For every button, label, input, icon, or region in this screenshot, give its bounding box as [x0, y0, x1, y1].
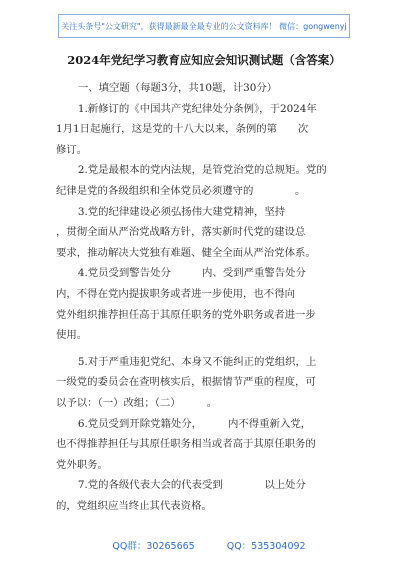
contact-footer — [0, 538, 408, 552]
paragraph-line: 1月1日起施行，这是党的十八大以来，条例的第 次 — [56, 123, 309, 136]
document-body — [56, 78, 354, 516]
paragraph-line: 3.党的纪律建设必须弘扬伟大建党精神，坚持 — [77, 205, 286, 218]
paragraph-line: 修订。 — [56, 143, 88, 156]
paragraph-line: 5.对于严重违犯党纪、本身又不能纠正的党组织，上 — [77, 355, 317, 368]
paragraph-line: 6.党员受到开除党籍处分， 内不得重新入党， — [77, 417, 312, 430]
document-title: 2024年党纪学习教育应知应会知识测试题（含答案） — [67, 53, 341, 67]
promo-banner — [58, 14, 350, 38]
section-heading: 一、填空题（每题3分，共10题，计30分） — [77, 82, 278, 94]
paragraph-line: 2.党是最根本的党内法规，是管党治党的总规矩。党的 — [77, 164, 327, 177]
paragraph-line: 使用。 — [56, 329, 88, 342]
paragraph-line: 的，党组织应当终止其代表资格。 — [56, 499, 212, 512]
paragraph-line: 也不得推荐担任与其原任职务相当或者高于其原任职务的 — [56, 438, 316, 451]
paragraph-line: 党外组织推荐担任高于其原任职务的党外职务或者进一步 — [56, 308, 316, 321]
qq-contact-number: QQ：535304092 — [226, 541, 306, 552]
paragraph-line: 7.党的各级代表大会的代表受到 以上处分 — [77, 479, 306, 492]
paragraph-line: 以予以：（一）改组；（二） 。 — [56, 396, 218, 409]
paragraph-line: 1.新修订的《中国共产党纪律处分条例》，于2024年 — [77, 102, 317, 115]
paragraph-line: 内，不得在党内提拔职务或者进一步使用，也不得向 — [56, 287, 295, 300]
paragraph-line: 要求，推动解决大党独有难题、健全全面从严治党体系。 — [56, 246, 316, 259]
paragraph-line: ，贯彻全面从严治党战略方针，落实新时代党的建设总 — [56, 226, 306, 239]
paragraph-line: 4.党员受到警告处分 内、受到严重警告处分 — [77, 267, 306, 280]
paragraph-line: 一级党的委员会在查明核实后，根据情节严重的程度，可 — [56, 376, 316, 389]
qq-group-number: QQ群：30265665 — [112, 541, 195, 552]
promo-banner-text: 关注头条号"公文研究"，获得最新最全最专业的公文资料库！ 微信：gongwenyj — [61, 21, 347, 31]
paragraph-line: 党外职务。 — [56, 458, 108, 471]
paragraph-line: 纪律是党的各级组织和全体党员必须遵守的 。 — [56, 184, 306, 197]
